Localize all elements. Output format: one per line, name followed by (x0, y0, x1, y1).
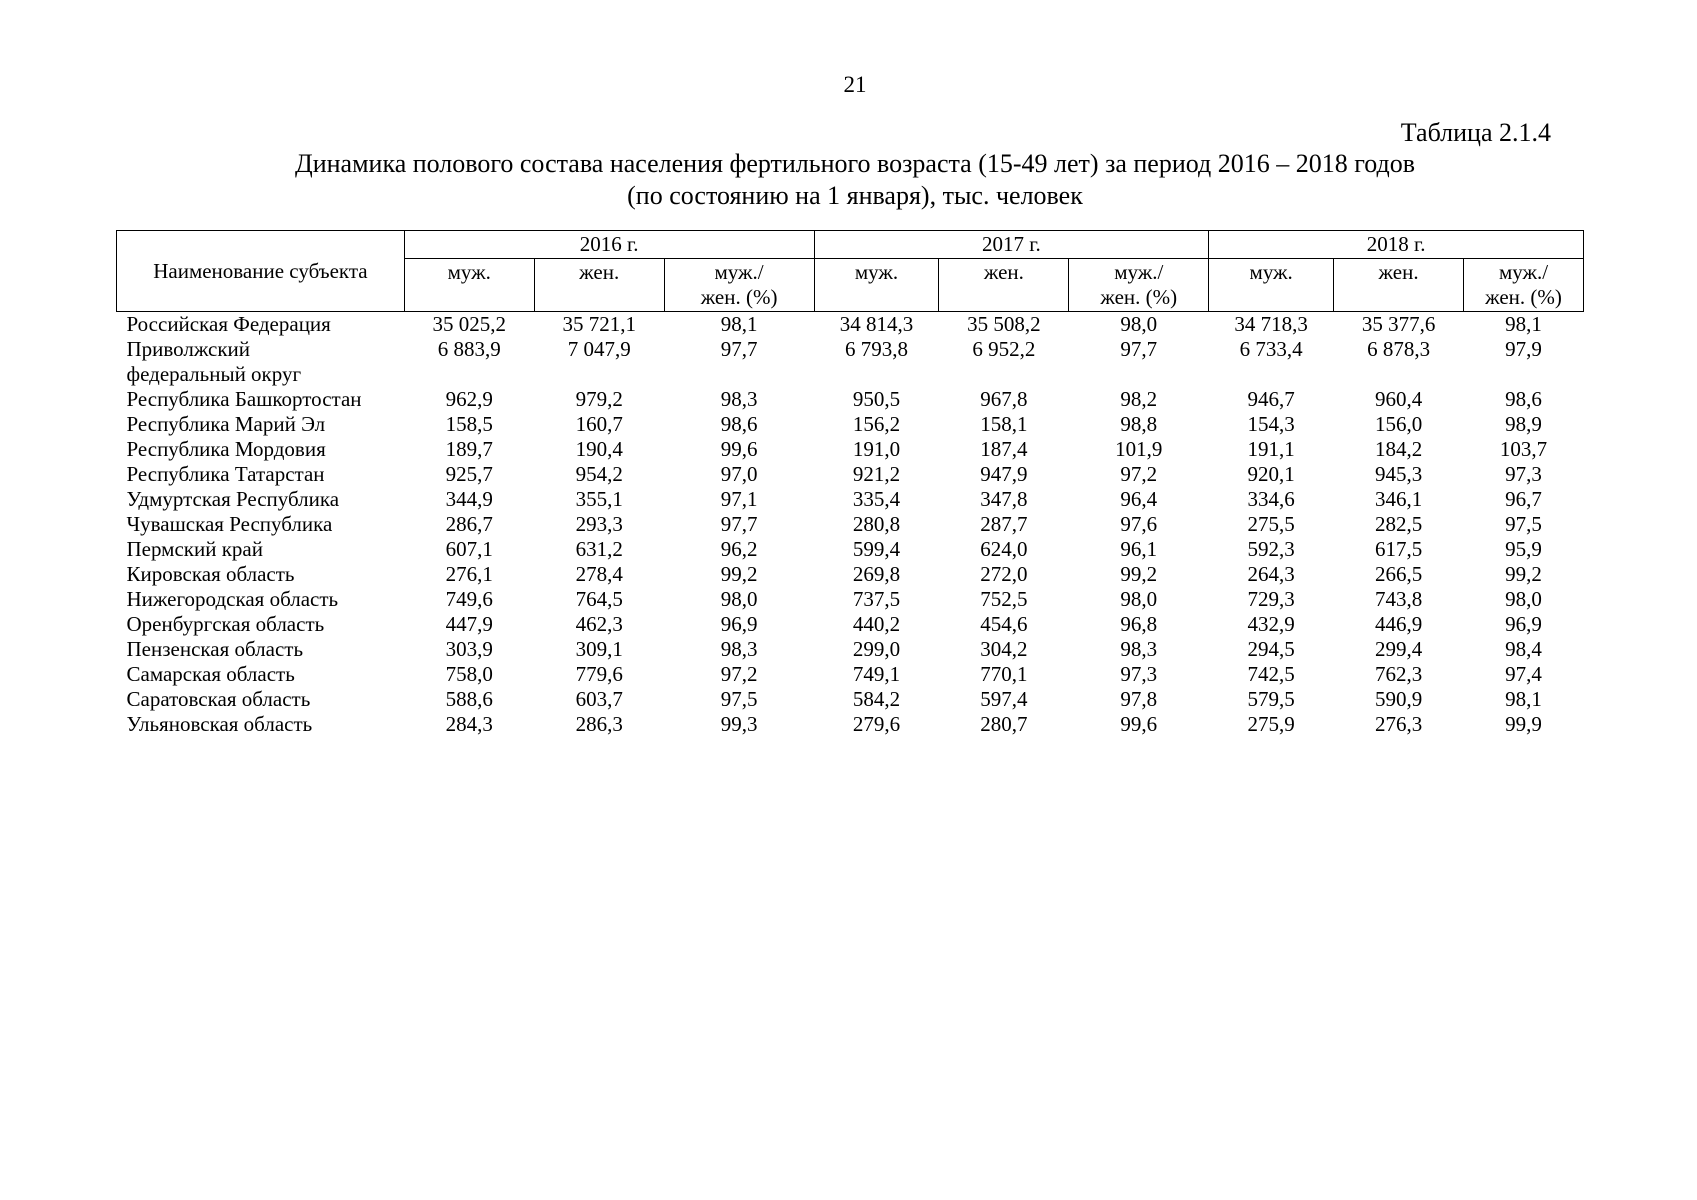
row-value-cell: 617,5 (1374, 537, 1423, 561)
row-value-cell: 97,6 (1120, 512, 1158, 536)
row-value-cell: 294,5 (1247, 637, 1295, 661)
row-value-cell: 98,0 (720, 587, 758, 611)
row-value-cell: 335,4 (852, 487, 901, 511)
header-male: муж. (814, 259, 939, 312)
row-value-cell: 98,4 (1505, 637, 1542, 661)
row-value-cell: 189,7 (445, 437, 493, 461)
row-value-cell: 97,0 (720, 462, 758, 486)
row-value-cell: 592,3 (1247, 537, 1295, 561)
row-value-cell: 588,6 (445, 687, 493, 711)
row-value-cell: 743,8 (1374, 587, 1423, 611)
row-value-cell: 749,1 (852, 662, 901, 686)
row-value-cell: 282,5 (1374, 512, 1423, 536)
row-value-cell: 770,1 (980, 662, 1028, 686)
row-value-cell: 97,7 (720, 512, 758, 536)
header-ratio: муж./ жен. (%) (1069, 259, 1209, 312)
row-value-cell: 6 883,9 (437, 337, 501, 361)
row-value-cell: 921,2 (852, 462, 901, 486)
row-value-cell: 280,7 (980, 712, 1028, 736)
row-value-cell: 954,2 (575, 462, 623, 486)
row-value-cell: 344,9 (445, 487, 493, 511)
row-value-cell: 276,3 (1374, 712, 1423, 736)
row-value-cell: 293,3 (575, 512, 623, 536)
row-value-cell: 96,1 (1120, 537, 1158, 561)
row-subject-name: Республика Башкортостан (126, 387, 362, 411)
row-value-cell: 99,9 (1505, 712, 1542, 736)
row-value-cell: 97,7 (720, 337, 758, 361)
table-row (117, 462, 1584, 487)
title-line-1: Динамика полового состава населения фертильного возраста (15-49 лет) за период 2016 – 2018 годов (294, 149, 1416, 178)
row-value-cell: 96,8 (1120, 612, 1158, 636)
row-value-cell: 440,2 (852, 612, 901, 636)
row-value-cell: 98,6 (720, 412, 758, 436)
row-value-cell: 347,8 (980, 487, 1028, 511)
row-value-cell: 98,3 (720, 637, 758, 661)
row-value-cell: 98,0 (1505, 587, 1542, 611)
row-value-cell: 6 878,3 (1367, 337, 1431, 361)
row-value-cell: 729,3 (1247, 587, 1295, 611)
row-value-cell: 35 508,2 (967, 312, 1041, 336)
header-ratio: муж./ жен. (%) (1464, 259, 1584, 312)
row-value-cell: 264,3 (1247, 562, 1295, 586)
row-value-cell: 599,4 (852, 537, 901, 561)
row-value-cell: 97,3 (1505, 462, 1542, 486)
row-value-cell: 284,3 (445, 712, 493, 736)
row-value-cell: 98,3 (720, 387, 758, 411)
table-row (117, 612, 1584, 637)
row-value-cell: 98,9 (1505, 412, 1542, 436)
row-value-cell: 266,5 (1374, 562, 1423, 586)
row-subject-name: Кировская область (126, 562, 295, 586)
row-subject-name: Республика Татарстан (126, 462, 325, 486)
table-row (117, 512, 1584, 537)
row-value-cell: 276,1 (445, 562, 493, 586)
row-value-cell: 190,4 (575, 437, 623, 461)
row-value-cell: 35 721,1 (562, 312, 636, 336)
table-row (117, 487, 1584, 512)
row-value-cell: 191,0 (852, 437, 901, 461)
table-row (117, 687, 1584, 712)
row-value-cell: 187,4 (980, 437, 1028, 461)
row-value-cell: 98,2 (1120, 387, 1158, 411)
row-value-cell: 98,1 (1505, 312, 1542, 336)
header-male: муж. (404, 259, 534, 312)
header-female: жен. (534, 259, 664, 312)
row-value-cell: 346,1 (1374, 487, 1423, 511)
row-value-cell: 946,7 (1247, 387, 1295, 411)
row-value-cell: 99,3 (720, 712, 758, 736)
table-title (0, 148, 1697, 212)
title-line-2: (по состоянию на 1 января), тыс. человек (627, 181, 1083, 210)
row-value-cell: 6 733,4 (1239, 337, 1303, 361)
header-year-2016: 2016 г. (404, 231, 814, 259)
row-value-cell: 446,9 (1374, 612, 1423, 636)
row-value-cell: 579,5 (1247, 687, 1295, 711)
header-name-col: Наименование субъекта (117, 231, 405, 312)
row-value-cell: 272,0 (980, 562, 1028, 586)
row-value-cell: 98,1 (720, 312, 758, 336)
row-value-cell: 96,7 (1505, 487, 1542, 511)
table-row (117, 662, 1584, 687)
row-value-cell: 99,6 (720, 437, 758, 461)
row-value-cell: 624,0 (980, 537, 1028, 561)
row-subject-name: Ульяновская область (126, 712, 313, 736)
row-value-cell: 607,1 (445, 537, 493, 561)
table-row (117, 337, 1584, 387)
row-value-cell: 7 047,9 (567, 337, 631, 361)
row-value-cell: 98,8 (1120, 412, 1158, 436)
row-value-cell: 454,6 (980, 612, 1028, 636)
row-value-cell: 947,9 (980, 462, 1028, 486)
row-value-cell: 97,8 (1120, 687, 1158, 711)
row-value-cell: 191,1 (1247, 437, 1295, 461)
row-value-cell: 98,0 (1120, 312, 1158, 336)
header-female: жен. (939, 259, 1069, 312)
row-value-cell: 779,6 (575, 662, 623, 686)
row-value-cell: 156,2 (852, 412, 901, 436)
row-value-cell: 303,9 (445, 637, 493, 661)
row-value-cell: 96,9 (1505, 612, 1542, 636)
row-value-cell: 299,0 (852, 637, 901, 661)
row-value-cell: 96,2 (720, 537, 758, 561)
row-value-cell: 97,5 (720, 687, 758, 711)
row-value-cell: 184,2 (1374, 437, 1423, 461)
row-value-cell: 280,8 (852, 512, 901, 536)
row-value-cell: 334,6 (1247, 487, 1295, 511)
row-value-cell: 34 814,3 (839, 312, 914, 336)
row-value-cell: 287,7 (980, 512, 1028, 536)
table-row (117, 437, 1584, 462)
row-value-cell: 99,6 (1120, 712, 1158, 736)
row-subject-name: Республика Мордовия (126, 437, 326, 461)
header-row-years (117, 231, 1584, 259)
row-value-cell: 95,9 (1505, 537, 1542, 561)
row-value-cell: 309,1 (575, 637, 623, 661)
header-year-2018: 2018 г. (1209, 231, 1584, 259)
row-subject-name: Чувашская Республика (126, 512, 333, 536)
row-value-cell: 286,3 (575, 712, 623, 736)
row-value-cell: 432,9 (1247, 612, 1295, 636)
table-row (117, 587, 1584, 612)
row-value-cell: 97,7 (1120, 337, 1158, 361)
row-value-cell: 967,8 (980, 387, 1028, 411)
row-value-cell: 156,0 (1374, 412, 1423, 436)
row-value-cell: 742,5 (1247, 662, 1295, 686)
row-value-cell: 764,5 (575, 587, 623, 611)
row-subject-name: Российская Федерация (126, 312, 331, 336)
row-value-cell: 98,1 (1505, 687, 1542, 711)
row-subject-name: Нижегородская область (126, 587, 339, 611)
row-value-cell: 98,0 (1120, 587, 1158, 611)
row-value-cell: 158,5 (445, 412, 493, 436)
row-value-cell: 99,2 (1120, 562, 1158, 586)
row-value-cell: 99,2 (720, 562, 758, 586)
row-value-cell: 758,0 (445, 662, 493, 686)
row-value-cell: 462,3 (575, 612, 623, 636)
row-subject-name: Самарская область (126, 662, 295, 686)
row-value-cell: 96,4 (1120, 487, 1158, 511)
row-value-cell: 752,5 (980, 587, 1028, 611)
row-subject-name: Республика Марий Эл (126, 412, 326, 436)
row-value-cell: 737,5 (852, 587, 901, 611)
row-value-cell: 97,9 (1505, 337, 1542, 361)
row-value-cell: 925,7 (445, 462, 493, 486)
table-row (117, 562, 1584, 587)
row-value-cell: 447,9 (445, 612, 493, 636)
row-value-cell: 275,5 (1247, 512, 1295, 536)
row-value-cell: 597,4 (980, 687, 1028, 711)
row-value-cell: 304,2 (980, 637, 1028, 661)
row-value-cell: 6 952,2 (972, 337, 1036, 361)
row-value-cell: 962,9 (445, 387, 493, 411)
row-value-cell: 97,4 (1505, 662, 1542, 686)
row-value-cell: 590,9 (1374, 687, 1423, 711)
row-value-cell: 979,2 (575, 387, 623, 411)
row-value-cell: 96,9 (720, 612, 758, 636)
row-value-cell: 34 718,3 (1234, 312, 1308, 336)
row-subject-name: Пензенская область (126, 637, 304, 661)
row-value-cell: 299,4 (1374, 637, 1423, 661)
row-value-cell: 275,9 (1247, 712, 1295, 736)
row-value-cell: 355,1 (575, 487, 623, 511)
row-value-cell: 762,3 (1374, 662, 1423, 686)
row-value-cell: 584,2 (852, 687, 901, 711)
row-value-cell: 279,6 (852, 712, 901, 736)
row-value-cell: 97,1 (720, 487, 758, 511)
row-value-cell: 35 377,6 (1361, 312, 1436, 336)
row-value-cell: 97,2 (1120, 462, 1158, 486)
row-subject-name: Саратовская область (126, 687, 311, 711)
header-female: жен. (1334, 259, 1464, 312)
row-value-cell: 158,1 (980, 412, 1028, 436)
row-value-cell: 269,8 (852, 562, 901, 586)
header-year-2017: 2017 г. (814, 231, 1209, 259)
data-table (116, 230, 1584, 737)
table-row (117, 312, 1584, 338)
row-value-cell: 97,2 (720, 662, 758, 686)
row-value-cell: 98,6 (1505, 387, 1542, 411)
row-value-cell: 960,4 (1374, 387, 1423, 411)
row-value-cell: 920,1 (1247, 462, 1295, 486)
row-value-cell: 749,6 (445, 587, 493, 611)
table-row (117, 412, 1584, 437)
row-value-cell: 950,5 (852, 387, 901, 411)
table-label: Таблица 2.1.4 (1400, 118, 1551, 147)
row-value-cell: 278,4 (575, 562, 623, 586)
row-value-cell: 154,3 (1247, 412, 1295, 436)
table-row (117, 387, 1584, 412)
row-value-cell: 98,3 (1120, 637, 1158, 661)
row-value-cell: 286,7 (445, 512, 493, 536)
row-value-cell: 103,7 (1499, 437, 1548, 461)
row-value-cell: 631,2 (575, 537, 623, 561)
table-row (117, 637, 1584, 662)
row-subject-name: Удмуртская Республика (126, 487, 340, 511)
table-body (117, 312, 1584, 738)
page-number: 21 (843, 72, 867, 97)
table-row (117, 712, 1584, 737)
row-subject-name: Пермский край (126, 537, 263, 561)
row-value-cell: 160,7 (575, 412, 623, 436)
row-value-cell: 99,2 (1505, 562, 1542, 586)
row-value-cell: 945,3 (1374, 462, 1423, 486)
row-value-cell: 97,3 (1120, 662, 1158, 686)
row-subject-name: Приволжский федеральный округ (126, 337, 302, 386)
table-row (117, 537, 1584, 562)
row-value-cell: 97,5 (1505, 512, 1542, 536)
row-value-cell: 6 793,8 (844, 337, 908, 361)
row-subject-name: Оренбургская область (126, 612, 325, 636)
row-value-cell: 101,9 (1115, 437, 1163, 461)
header-ratio: муж./ жен. (%) (664, 259, 814, 312)
row-value-cell: 603,7 (575, 687, 623, 711)
row-value-cell: 35 025,2 (432, 312, 507, 336)
header-male: муж. (1209, 259, 1334, 312)
